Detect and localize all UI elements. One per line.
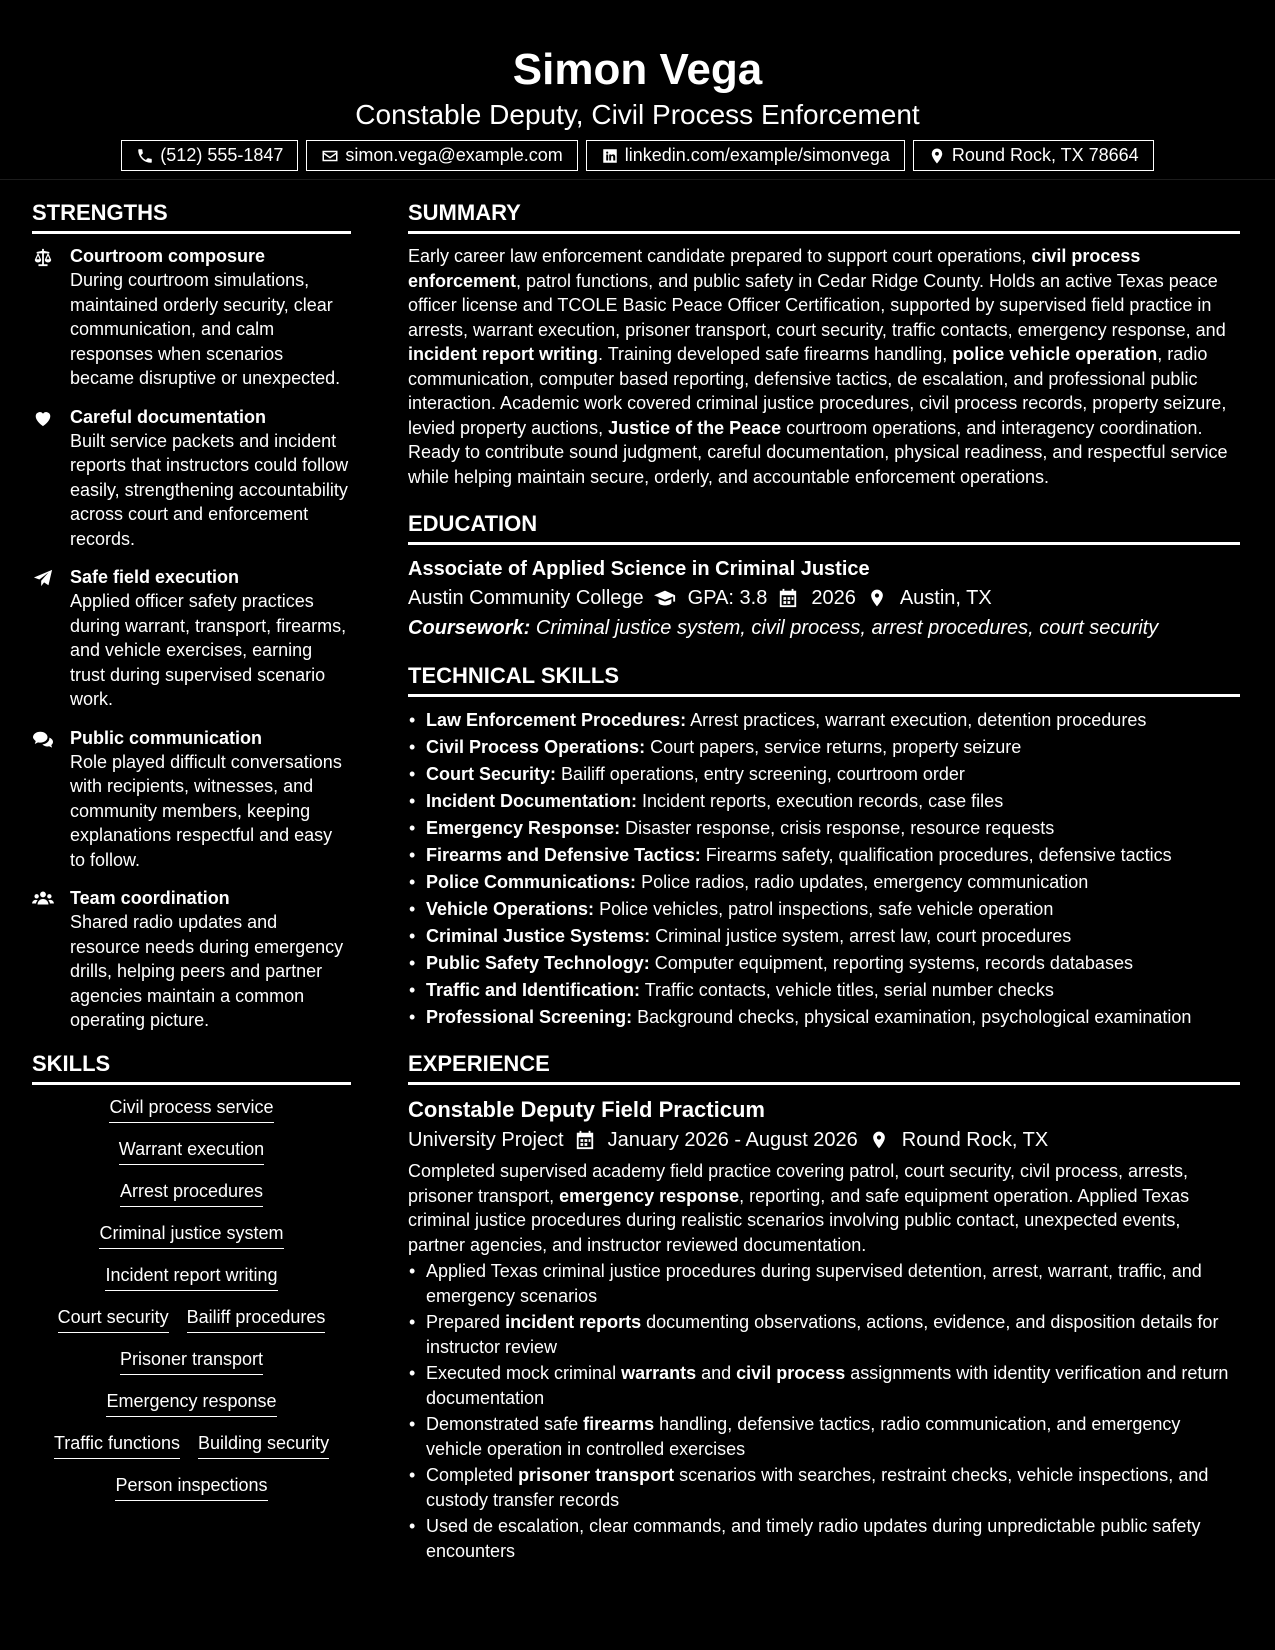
chat-bubbles-icon [32, 729, 54, 749]
skill-chip: Court security [58, 1305, 169, 1333]
contact-phone-text: (512) 555-1847 [160, 145, 284, 165]
skills-heading: SKILLS [32, 1047, 351, 1085]
experience-bullets [408, 1259, 1240, 1563]
skill-value: Police vehicles, patrol inspections, safe vehicle operation [599, 899, 1054, 919]
coursework-label: Coursework: [408, 617, 531, 639]
skill-label: Law Enforcement Procedures: [426, 710, 687, 730]
candidate-title: Constable Deputy, Civil Process Enforcement [355, 99, 920, 130]
skill-value: Background checks, physical examination, psychological examination [637, 1007, 1192, 1027]
strengths-heading: STRENGTHS [32, 196, 351, 234]
skill-label: Criminal Justice Systems: [426, 926, 651, 946]
graduation-cap-icon [654, 588, 676, 608]
contact-location[interactable] [913, 140, 1154, 171]
job-location: Round Rock, TX [901, 1129, 1049, 1151]
technical-skills-heading: TECHNICAL SKILLS [408, 659, 1240, 697]
skill-value: Disaster response, crisis response, resource requests [625, 818, 1055, 838]
strength-title: Courtroom composure [70, 246, 266, 266]
map-pin-icon [928, 147, 946, 165]
emphasis-text: prisoner transport [518, 1465, 675, 1485]
skill-chip: Person inspections [115, 1473, 267, 1501]
envelope-icon [321, 147, 339, 165]
organization: University Project [408, 1129, 564, 1151]
skill-value: Bailiff operations, entry screening, courtroom order [561, 764, 965, 784]
technical-skill-item [408, 707, 1240, 734]
coursework-text: Criminal justice system, civil process, arrest procedures, court security [535, 617, 1159, 639]
skill-label: Professional Screening: [426, 1007, 633, 1027]
skill-label: Traffic and Identification: [426, 980, 641, 1000]
emphasis-text: police vehicle operation [952, 344, 1158, 364]
contact-email[interactable] [306, 140, 577, 171]
emphasis-text: civil process enforcement [408, 246, 1141, 291]
skill-value: Computer equipment, reporting systems, records databases [654, 953, 1133, 973]
job-title: Constable Deputy Field Practicum [408, 1097, 765, 1122]
job-dates: January 2026 - August 2026 [607, 1129, 858, 1151]
emphasis-text: Justice of the Peace [608, 417, 782, 438]
skill-chip: Civil process service [109, 1095, 273, 1123]
contact-email-text: simon.vega@example.com [345, 145, 563, 165]
experience-bullet: • Applied Texas criminal justice procedures during supervised detention, arrest, warrant, traffic, and emergency scenarios [408, 1259, 1240, 1308]
experience-bullet: • Completed prisoner transport scenarios with searches, restraint checks, vehicle inspections, and custody transfer records [408, 1463, 1240, 1512]
emphasis-text: incident reports [505, 1312, 642, 1332]
skill-label: Emergency Response: [426, 818, 621, 838]
experience-meta [408, 1125, 1240, 1155]
skill-label: Court Security: [426, 764, 557, 784]
skill-chip: Warrant execution [119, 1137, 264, 1165]
strength-item [32, 565, 351, 712]
strength-item [32, 405, 351, 552]
strength-item [32, 244, 351, 391]
strength-item [32, 726, 351, 873]
left-column [32, 196, 351, 1501]
technical-skill-item [408, 734, 1240, 761]
technical-skill-item [408, 869, 1240, 896]
summary-heading: SUMMARY [408, 196, 1240, 234]
summary-text: Early career law enforcement candidate prepared to support court operations, civil process enforcement, patrol functions, and public safety in Cedar Ridge County. Holds an active Texas peace officer license and TCOLE Basic Peace Officer Certification, supported by supervised field practice in arrests, warrant execution, prisoner transport, court security, traffic contacts, emergency response, and incident report writing. Training developed safe firearms handling, police vehicle operation, radio communication, computer based reporting, defensive tactics, de escalation, and professional public interaction. Academic work covered criminal justice procedures, civil process records, property seizure, levied property auctions, Justice of the Peace courtroom operations, and interagency coordination. Ready to contribute sound judgment, careful documentation, physical readiness, and respectful service while helping maintain secure, orderly, and accountable enforcement operations. [408, 246, 1228, 487]
skill-label: Incident Documentation: [426, 791, 637, 811]
strength-title: Careful documentation [70, 406, 267, 427]
strength-title: Team coordination [70, 888, 230, 908]
skill-value: Firearms safety, qualification procedures, defensive tactics [705, 845, 1172, 865]
strength-desc: Role played difficult conversations with recipients, witnesses, and community members, keeping explanations respectful and easy to follow. [70, 751, 342, 870]
strength-item [32, 886, 351, 1033]
skill-value: Traffic contacts, vehicle titles, serial number checks [644, 980, 1054, 1000]
technical-skill-item [408, 1004, 1240, 1031]
technical-skill-item [408, 923, 1240, 950]
candidate-name: Simon Vega [512, 45, 763, 94]
education-heading: EDUCATION [408, 507, 1240, 545]
skill-value: Police radios, radio updates, emergency communication [641, 872, 1089, 892]
strength-desc: During courtroom simulations, maintained orderly security, clear communication, and calm responses when scenarios became disruptive or unexpected. [70, 270, 341, 388]
skill-chip: Arrest procedures [120, 1179, 263, 1207]
skill-label: Civil Process Operations: [426, 737, 646, 757]
skill-label: Police Communications: [426, 872, 637, 892]
scale-icon [32, 247, 54, 267]
emphasis-text: warrants [621, 1363, 697, 1383]
skill-value: Criminal justice system, arrest law, court procedures [655, 926, 1072, 946]
skill-chip: Criminal justice system [99, 1221, 283, 1249]
calendar-icon [574, 1130, 596, 1150]
skill-chip: Prisoner transport [120, 1347, 263, 1375]
contact-location-text: Round Rock, TX 78664 [951, 145, 1139, 165]
emphasis-text: civil process [736, 1363, 846, 1383]
experience-bullet: • Prepared incident reports documenting observations, actions, evidence, and disposition details for instructor review [408, 1310, 1240, 1359]
strength-title: Public communication [70, 727, 263, 748]
experience-bullet: • Used de escalation, clear commands, and timely radio updates during unpredictable public safety encounters [408, 1514, 1240, 1563]
contact-linkedin-text: linkedin.com/example/simonvega [624, 145, 890, 165]
skill-label: Public Safety Technology: [426, 953, 650, 973]
phone-icon [136, 147, 154, 165]
skill-chip: Building security [198, 1431, 329, 1459]
heart-icon [32, 408, 54, 428]
technical-skill-item [408, 950, 1240, 977]
map-pin-icon [866, 588, 888, 608]
technical-skill-item [408, 761, 1240, 788]
technical-skills-list [408, 707, 1240, 1031]
gpa: GPA: 3.8 [687, 587, 768, 609]
experience-bullet: • Demonstrated safe firearms handling, defensive tactics, radio communication, and emergency vehicle operation in controlled exercises [408, 1412, 1240, 1461]
strength-desc: Built service packets and incident reports that instructors could follow easily, strengthening accountability across court and enforcement records. [70, 430, 349, 549]
map-pin-icon [868, 1130, 890, 1150]
technical-skill-item [408, 842, 1240, 869]
emphasis-text: firearms [583, 1414, 655, 1434]
resume-header [0, 0, 1275, 180]
degree-title: Associate of Applied Science in Criminal Justice [408, 558, 870, 580]
skill-value: Court papers, service returns, property seizure [650, 737, 1022, 757]
strength-desc: Shared radio updates and resource needs during emergency drills, helping peers and partner agencies maintain a common operating picture. [70, 912, 344, 1030]
graduation-year: 2026 [811, 587, 856, 609]
experience-bullet: • Executed mock criminal warrants and civil process assignments with identity verification and return documentation [408, 1361, 1240, 1410]
school-location: Austin, TX [899, 587, 992, 609]
emphasis-text: incident report writing [408, 344, 599, 364]
skills-chips [32, 1095, 351, 1501]
strength-title: Safe field execution [70, 567, 240, 587]
coursework [408, 613, 1240, 643]
calendar-icon [777, 588, 799, 608]
skill-chip: Emergency response [106, 1389, 276, 1417]
skill-label: Firearms and Defensive Tactics: [426, 845, 701, 865]
skill-chip: Bailiff procedures [187, 1305, 326, 1333]
contact-linkedin[interactable] [586, 140, 905, 171]
users-icon [32, 889, 54, 909]
paper-plane-icon [32, 568, 54, 588]
contact-phone[interactable] [121, 140, 298, 171]
technical-skill-item [408, 977, 1240, 1004]
contact-bar [0, 140, 1275, 171]
strength-desc: Applied officer safety practices during warrant, transport, firearms, and vehicle exercises, earning trust during supervised scenario work. [70, 591, 347, 709]
skill-chip: Incident report writing [105, 1263, 277, 1291]
right-column [408, 196, 1240, 1565]
linkedin-icon [601, 147, 619, 165]
skills-section [32, 1047, 351, 1501]
technical-skill-item [408, 788, 1240, 815]
school-name: Austin Community College [408, 587, 644, 609]
skill-value: Arrest practices, warrant execution, detention procedures [690, 710, 1147, 730]
technical-skill-item [408, 896, 1240, 923]
technical-skill-item [408, 815, 1240, 842]
education-meta [408, 583, 1240, 613]
skill-chip: Traffic functions [54, 1431, 180, 1459]
emphasis-text: emergency response [559, 1185, 740, 1206]
experience-heading: EXPERIENCE [408, 1047, 1240, 1085]
experience-description: Completed supervised academy field practice covering patrol, court security, civil process, arrests, prisoner transport, emergency response, reporting, and safe equipment operation. Applied Texas criminal justice procedures during realistic scenarios involving public contact, unexpected events, partner agencies, and instructor reviewed documentation. [408, 1161, 1190, 1255]
skill-value: Incident reports, execution records, case files [642, 791, 1004, 811]
skill-label: Vehicle Operations: [426, 899, 595, 919]
